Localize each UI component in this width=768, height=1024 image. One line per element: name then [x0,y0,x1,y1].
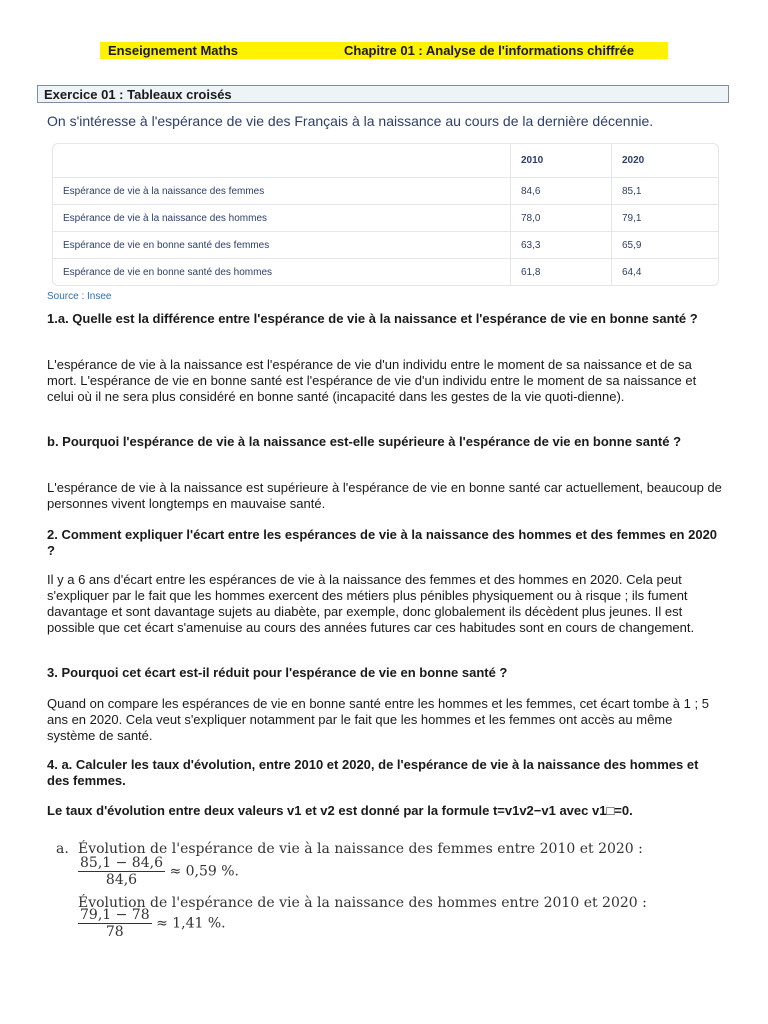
table-cell-2010: 84,6 [511,178,612,205]
question-4a: 4. a. Calculer les taux d'évolution, entre 2010 et 2020, de l'espérance de vie à la naissance des hommes et des femmes. [47,757,699,788]
table-header-empty [53,144,511,178]
table-header-row [53,144,718,178]
answer-3: Quand on compare les espérances de vie en bonne santé entre les hommes et les femmes, cet écart tombe à 1 ; 5 ans en 2020. Cela veut s'expliquer notamment par le fait que les hommes et les femmes ont accès au même système de santé. [47,696,709,743]
women-denominator: 84,6 [105,872,138,888]
table-cell-label: Espérance de vie en bonne santé des femmes [53,232,511,259]
solution-marker: a. [56,841,69,857]
course-label: Enseignement Maths [108,43,239,58]
question-3: 3. Pourquoi cet écart est-il réduit pour l'espérance de vie en bonne santé ? [47,665,508,680]
table-row [53,178,718,205]
table-cell-2020: 79,1 [612,205,719,232]
table-cell-2010: 63,3 [511,232,612,259]
men-denominator: 78 [105,924,124,940]
men-evolution-label: Évolution de l'espérance de vie à la naissance des hommes entre 2010 et 2020 : [78,895,647,911]
exercise-title: Exercice 01 : Tableaux croisés [37,85,729,103]
answer-2: Il y a 6 ans d'écart entre les espérances de vie à la naissance des femmes et des hommes en 2020. Cela peut s'expliquer par le fait que les hommes exercent des métiers plus pénibles physiquement ou à risque ; ils fument davantage et sont davantage sujets au diabète, par exemple, donc globalement ils décèdent plus jeunes. Il est possible que cet écart s'amenuise au cours des années futures car ces habitudes sont en cours de changement. [47,572,695,635]
table-cell-2010: 78,0 [511,205,612,232]
women-evolution-formula [78,855,239,888]
answer-1b: L'espérance de vie à la naissance est supérieure à l'espérance de vie en bonne santé car actuellement, beaucoup de personnes vivent longtemps en mauvaise santé. [47,480,722,511]
men-evolution-formula [78,907,226,940]
question-2: 2. Comment expliquer l'écart entre les espérances de vie à la naissance des hommes et des femmes en 2020 ? [47,527,718,558]
page-header [100,42,668,59]
women-fraction [78,855,165,888]
table-cell-2020: 64,4 [612,259,719,286]
men-fraction [78,907,152,940]
life-expectancy-table [52,143,719,286]
table-row [53,259,718,286]
table-cell-2010: 61,8 [511,259,612,286]
table-header-2010: 2010 [511,144,612,178]
women-numerator: 85,1 − 84,6 [80,855,163,871]
table-cell-label: Espérance de vie à la naissance des hommes [53,205,511,232]
table-row [53,205,718,232]
table-source: Source : Insee [47,291,112,302]
women-result: ≈ 0,59 %. [169,863,239,880]
table-cell-label: Espérance de vie à la naissance des femmes [53,178,511,205]
table-cell-2020: 85,1 [612,178,719,205]
chapter-label: Chapitre 01 : Analyse de l'informations chiffrée [344,43,635,58]
table-row [53,232,718,259]
table-header-2020: 2020 [612,144,719,178]
question-1b: b. Pourquoi l'espérance de vie à la naissance est-elle supérieure à l'espérance de vie en bonne santé ? [47,434,682,449]
answer-1a: L'espérance de vie à la naissance est l'espérance de vie d'un individu entre le moment de sa naissance et de sa mort. L'espérance de vie en bonne santé est l'espérance de vie d'un individu entre le moment de sa naissance et celui où il ne sera plus considéré en bonne santé (incapacité dans les gestes de la vie quoti-dienne). [47,357,697,404]
men-result: ≈ 1,41 %. [156,915,226,932]
table-cell-2020: 65,9 [612,232,719,259]
question-1a: 1.a. Quelle est la différence entre l'espérance de vie à la naissance et l'espérance de vie en bonne santé ? [47,311,698,326]
men-numerator: 79,1 − 78 [80,907,150,923]
formula-statement: Le taux d'évolution entre deux valeurs v1 et v2 est donné par la formule t=v1v2−v1 avec v1□=0. [47,803,633,818]
women-evolution-label: Évolution de l'espérance de vie à la naissance des femmes entre 2010 et 2020 : [78,841,643,857]
table-cell-label: Espérance de vie en bonne santé des hommes [53,259,511,286]
exercise-intro: On s'intéresse à l'espérance de vie des Français à la naissance au cours de la dernière décennie. [47,113,654,129]
